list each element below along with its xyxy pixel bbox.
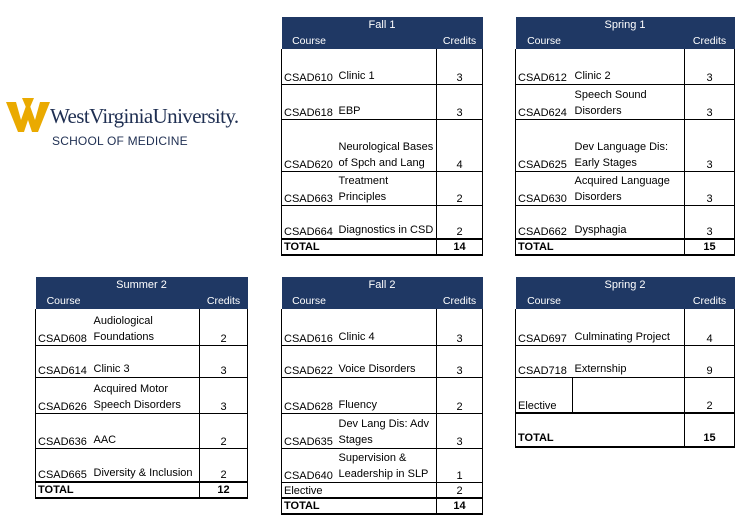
course-row [516, 205, 735, 239]
course-code: CSAD665 [36, 448, 92, 482]
course-credits: 4 [437, 119, 483, 171]
course-credits: 2 [437, 205, 483, 239]
total-row [36, 482, 248, 498]
course-code: CSAD626 [36, 377, 92, 413]
course-row [36, 413, 248, 448]
credits-column-header: Credits [200, 293, 248, 309]
course-name: Acquired Motor Speech Disorders [92, 377, 200, 413]
course-name: Neurological Bases of Spch and Lang [337, 119, 437, 171]
fall2-table [281, 277, 483, 515]
course-row [36, 309, 248, 345]
spring2-table [515, 277, 735, 448]
course-name: Culminating Project [573, 309, 685, 345]
course-name [337, 482, 437, 498]
course-code: CSAD664 [282, 205, 337, 239]
course-credits: 3 [685, 84, 735, 119]
course-name: Clinic 2 [573, 49, 685, 84]
course-row [282, 49, 483, 84]
course-row [516, 84, 735, 119]
wvu-logo [6, 94, 256, 154]
course-credits: 2 [437, 377, 483, 413]
course-code: CSAD618 [282, 84, 337, 119]
course-row [282, 345, 483, 377]
course-row [516, 309, 735, 345]
course-name: Diversity & Inclusion [92, 448, 200, 482]
course-code: CSAD614 [36, 345, 92, 377]
course-name: Supervision & Leadership in SLP [337, 448, 437, 482]
course-name: Dysphagia [573, 205, 685, 239]
course-row [282, 84, 483, 119]
course-credits: 3 [685, 205, 735, 239]
fall1-table [281, 17, 483, 256]
spring1-table [515, 17, 735, 256]
course-credits: 3 [437, 345, 483, 377]
credits-column-header: Credits [437, 33, 483, 49]
semester-title: Spring 2 [516, 277, 735, 293]
course-credits: 3 [685, 171, 735, 205]
course-code: CSAD616 [282, 309, 337, 345]
course-name: Clinic 4 [337, 309, 437, 345]
course-code: CSAD624 [516, 84, 573, 119]
course-code: CSAD636 [36, 413, 92, 448]
total-label: TOTAL [282, 498, 337, 514]
course-name: Clinic 3 [92, 345, 200, 377]
course-row [282, 309, 483, 345]
course-code: Elective [516, 377, 573, 413]
course-row [282, 119, 483, 171]
total-row [516, 413, 735, 447]
semester-title: Fall 1 [282, 17, 483, 33]
course-column-header: Course [282, 33, 337, 49]
course-code: CSAD612 [516, 49, 573, 84]
semester-title: Summer 2 [36, 277, 248, 293]
course-name: Dev Lang Dis: Adv Stages [337, 413, 437, 448]
total-credits: 14 [437, 239, 483, 255]
credits-column-header: Credits [685, 33, 735, 49]
course-name: AAC [92, 413, 200, 448]
total-row [282, 498, 483, 514]
total-label: TOTAL [36, 482, 92, 498]
semester-title: Fall 2 [282, 277, 483, 293]
course-name: Audiological Foundations [92, 309, 200, 345]
course-code: CSAD620 [282, 119, 337, 171]
course-name: Acquired Language Disorders [573, 171, 685, 205]
total-row [516, 239, 735, 255]
course-credits: 3 [437, 84, 483, 119]
course-row [282, 205, 483, 239]
course-credits: 3 [437, 413, 483, 448]
course-code: CSAD610 [282, 49, 337, 84]
course-name: Diagnostics in CSD [337, 205, 437, 239]
course-column-header: Course [516, 293, 573, 309]
course-credits: 3 [437, 49, 483, 84]
course-column-header: Course [282, 293, 337, 309]
course-name: Externship [573, 345, 685, 377]
course-code: CSAD625 [516, 119, 573, 171]
course-column-header: Course [516, 33, 573, 49]
course-row [516, 377, 735, 413]
total-credits: 14 [437, 498, 483, 514]
course-name: Fluency [337, 377, 437, 413]
course-name: Clinic 1 [337, 49, 437, 84]
semester-title: Spring 1 [516, 17, 735, 33]
flying-wv-icon [6, 98, 50, 136]
course-row [282, 171, 483, 205]
course-column-header: Course [36, 293, 92, 309]
total-label: TOTAL [516, 239, 573, 255]
course-code: CSAD697 [516, 309, 573, 345]
course-code: CSAD662 [516, 205, 573, 239]
course-credits: 3 [200, 377, 248, 413]
course-code: CSAD608 [36, 309, 92, 345]
course-row [282, 482, 483, 498]
course-credits: 1 [437, 448, 483, 482]
course-credits: 2 [437, 482, 483, 498]
course-name: Dev Language Dis: Early Stages [573, 119, 685, 171]
course-code: Elective [282, 482, 337, 498]
summer2-table [35, 277, 248, 499]
course-credits: 9 [685, 345, 735, 377]
course-code: CSAD640 [282, 448, 337, 482]
course-credits: 3 [437, 309, 483, 345]
logo-wordmark: WestVirginiaUniversity. [50, 104, 239, 128]
total-label: TOTAL [282, 239, 337, 255]
course-name: EBP [337, 84, 437, 119]
course-code: CSAD630 [516, 171, 573, 205]
credits-column-header: Credits [685, 293, 735, 309]
course-credits: 3 [685, 49, 735, 84]
course-name: Treatment Principles [337, 171, 437, 205]
total-row [282, 239, 483, 255]
course-name: Voice Disorders [337, 345, 437, 377]
course-code: CSAD718 [516, 345, 573, 377]
course-code: CSAD663 [282, 171, 337, 205]
course-credits: 2 [200, 309, 248, 345]
total-credits: 15 [685, 413, 735, 447]
course-code: CSAD628 [282, 377, 337, 413]
course-credits: 3 [200, 345, 248, 377]
total-credits: 12 [200, 482, 248, 498]
course-credits: 2 [685, 377, 735, 413]
course-row [36, 345, 248, 377]
course-row [36, 377, 248, 413]
logo-subtitle: SCHOOL OF MEDICINE [52, 134, 188, 148]
course-credits: 2 [437, 171, 483, 205]
course-row [282, 377, 483, 413]
course-row [282, 448, 483, 482]
course-row [516, 345, 735, 377]
course-name: Speech Sound Disorders [573, 84, 685, 119]
course-row [282, 413, 483, 448]
course-credits: 2 [200, 413, 248, 448]
course-row [36, 448, 248, 482]
course-credits: 4 [685, 309, 735, 345]
course-row [516, 171, 735, 205]
course-credits: 3 [685, 119, 735, 171]
course-name [573, 377, 685, 413]
credits-column-header: Credits [437, 293, 483, 309]
course-row [516, 49, 735, 84]
course-row [516, 119, 735, 171]
course-code: CSAD622 [282, 345, 337, 377]
course-code: CSAD635 [282, 413, 337, 448]
total-credits: 15 [685, 239, 735, 255]
total-label: TOTAL [516, 413, 573, 447]
course-credits: 2 [200, 448, 248, 482]
